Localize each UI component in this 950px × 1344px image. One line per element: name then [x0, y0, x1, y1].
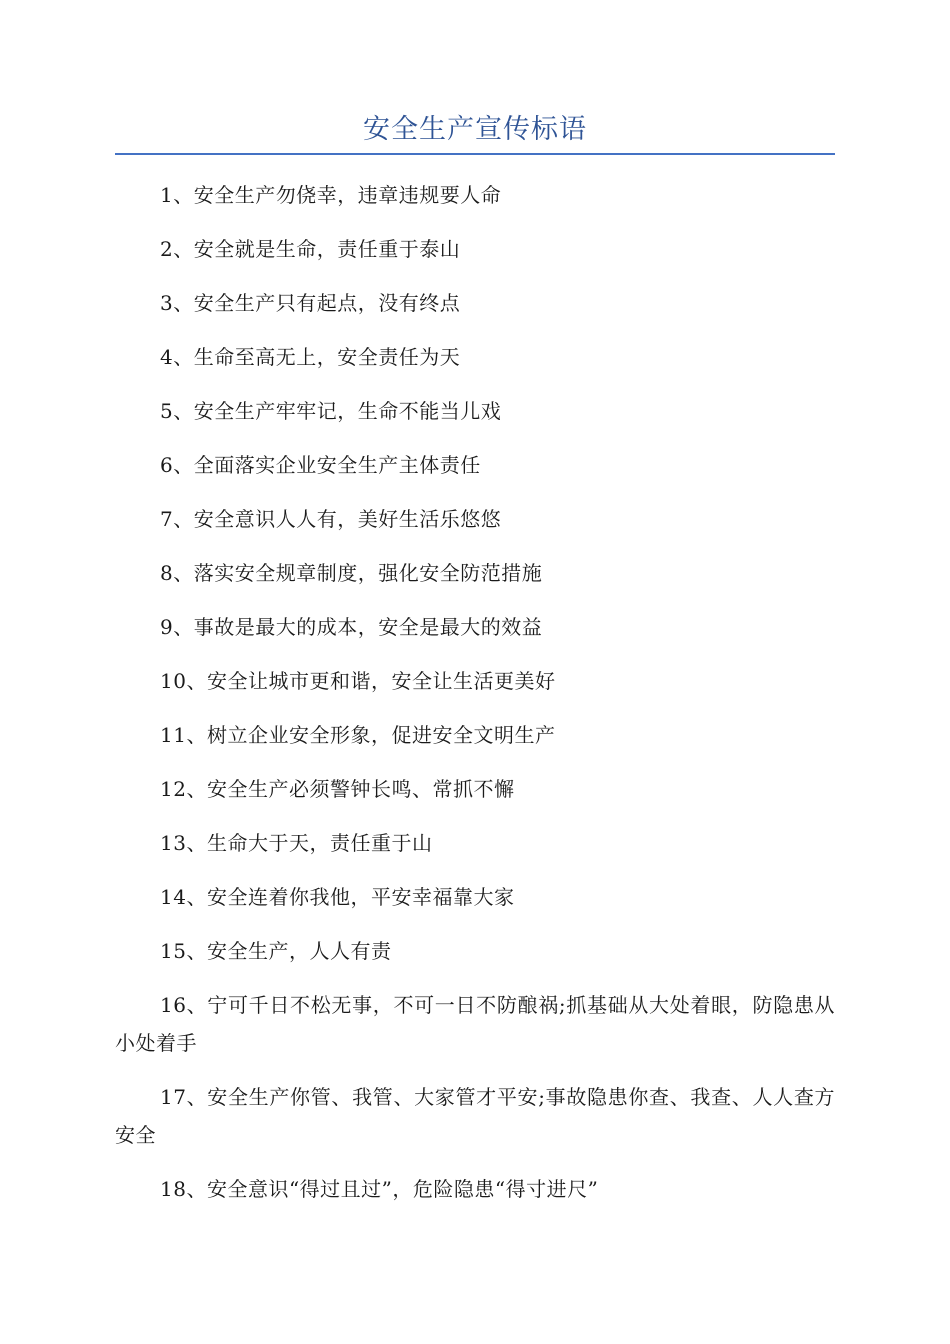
slogan-item: 3、安全生产只有起点，没有终点 [160, 291, 461, 315]
slogan-item: 1、安全生产勿侥幸，违章违规要人命 [160, 183, 502, 207]
slogan-item: 12、安全生产必须警钟长鸣、常抓不懈 [160, 777, 515, 801]
slogan-item: 6、全面落实企业安全生产主体责任 [160, 453, 481, 477]
slogan-item: 11、树立企业安全形象，促进安全文明生产 [160, 723, 556, 747]
slogan-list [115, 176, 835, 1224]
slogan-item: 16、宁可千日不松无事，不可一日不防酿祸;抓基础从大处着眼，防隐患从小处着手 [115, 993, 835, 1055]
slogan-item: 7、安全意识人人有，美好生活乐悠悠 [160, 507, 502, 531]
slogan-item: 18、安全意识“得过且过”，危险隐患“得寸进尺” [160, 1177, 599, 1201]
slogan-item: 13、生命大于天，责任重于山 [160, 831, 433, 855]
document-title: 安全生产宣传标语 [363, 114, 587, 145]
slogan-item: 17、安全生产你管、我管、大家管才平安;事故隐患你查、我查、人人查方安全 [115, 1085, 835, 1147]
slogan-item: 10、安全让城市更和谐，安全让生活更美好 [160, 669, 556, 693]
slogan-item: 4、生命至高无上，安全责任为天 [160, 345, 461, 369]
slogan-item: 8、落实安全规章制度，强化安全防范措施 [160, 561, 543, 585]
slogan-item: 5、安全生产牢牢记，生命不能当儿戏 [160, 399, 502, 423]
slogan-item: 9、事故是最大的成本，安全是最大的效益 [160, 615, 543, 639]
slogan-item: 2、安全就是生命，责任重于泰山 [160, 237, 461, 261]
slogan-item: 14、安全连着你我他，平安幸福靠大家 [160, 885, 515, 909]
title-underline [115, 153, 835, 155]
slogan-item: 15、安全生产，人人有责 [160, 939, 392, 963]
